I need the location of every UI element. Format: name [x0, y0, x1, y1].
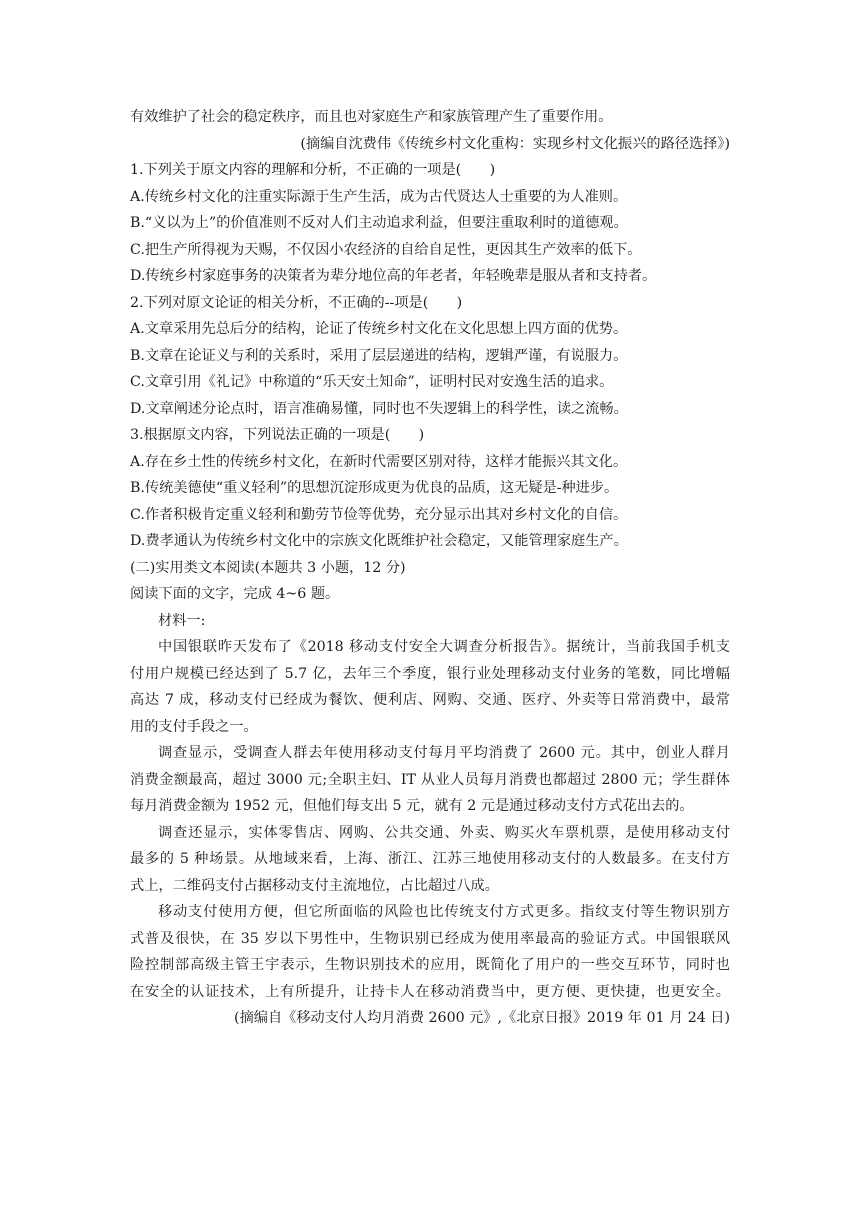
paragraph-4-line-2: 式普及很快，在 35 岁以下男性中，生物识别已经成为使用率最高的验证方式。中国银联风 — [130, 930, 730, 947]
question-3-option-a: A.存在乡土性的传统乡村文化，在新时代需要区别对待，这样才能振兴其文化。 — [130, 453, 628, 470]
paragraph-4-line-4: 在安全的认证技术，上有所提升，让持卡人在移动消费当中，更方便、更快捷，也更安全。 — [130, 983, 730, 1000]
material-1-source-citation: (摘编自《移动支付人均月消费 2600 元》,《北京日报》2019 年 01 月 24 日) — [234, 1010, 730, 1026]
section-2-instruction: 阅读下面的文字，完成 4~6 题。 — [130, 586, 340, 602]
question-3-option-d: D.费孝通认为传统乡村文化中的宗族文化既维护社会稳定，又能管理家庭生产。 — [130, 533, 628, 549]
paragraph-2-line-3: 每月消费金额为 1952 元，但他们每支出 5 元，就有 2 元是通过移动支付方式花出去的。 — [130, 798, 694, 814]
question-3-option-b: B.传统美德使“重义轻利”的思想沉淀形成更为优良的品质，这无疑是-种进步。 — [130, 480, 619, 496]
paragraph-2-line-2: 消费金额最高，超过 3000 元;全职主妇、IT 从业人员每月消费也都超过 2800 元；学生群体 — [130, 771, 730, 788]
paragraph-1-line-3: 高达 7 成，移动支付已经成为餐饮、便利店、网购、交通、医疗、外卖等日常消费中，最常 — [130, 692, 730, 708]
material-1-label: 材料一: — [158, 612, 206, 629]
paragraph-1-line-4: 用的支付手段之一。 — [130, 718, 258, 735]
question-1-option-b: B.“义以为上”的价值准则不反对人们主动追求利益，但要注重取利时的道德观。 — [130, 215, 628, 231]
section-2-heading: (二)实用类文本阅读(本题共 3 小题，12 分) — [130, 559, 406, 576]
question-1-stem: 1.下列关于原文内容的理解和分析，不正确的一项是( ) — [130, 162, 496, 178]
question-2-option-a: A.文章采用先总后分的结构，论证了传统乡村文化在文化思想上四方面的优势。 — [130, 321, 628, 337]
question-3-option-c: C.作者积极肯定重义轻利和勤劳节俭等优势，充分显示出其对乡村文化的自信。 — [130, 506, 628, 523]
question-1-option-a: A.传统乡村文化的注重实际源于生产生活，成为古代贤达人士重要的为人准则。 — [130, 188, 628, 205]
paragraph-1-line-2: 付用户规模已经达到了 5.7 亿，去年三个季度，银行业处理移动支付业务的笔数，同比增幅 — [130, 665, 730, 682]
paragraph-3-line-1: 调查还显示，实体零售店、网购、公共交通、外卖、购买火车票机票，是使用移动支付 — [158, 824, 730, 841]
question-2-option-d: D.文章阐述分论点时，语言准确易懂，同时也不失逻辑上的科学性，读之流畅。 — [130, 400, 628, 417]
paragraph-1-line-1: 中国银联昨天发布了《2018 移动支付安全大调查分析报告》。据统计，当前我国手机支 — [158, 639, 730, 655]
passage-closing-line: 有效维护了社会的稳定秩序，而且也对家庭生产和家族管理产生了重要作用。 — [130, 109, 613, 125]
question-1-option-c: C.把生产所得视为天赐，不仅因小农经济的自给自足性，更因其生产效率的低下。 — [130, 241, 642, 258]
question-2-option-c: C.文章引用《礼记》中称道的“乐天安土知命”，证明村民对安逸生活的追求。 — [130, 374, 614, 390]
paragraph-3-line-2: 最多的 5 种场景。从地域来看，上海、浙江、江苏三地使用移动支付的人数最多。在支付方 — [130, 851, 730, 867]
paragraph-4-line-1: 移动支付使用方便，但它所面临的风险也比传统支付方式更多。指纹支付等生物识别方 — [158, 904, 730, 920]
paragraph-3-line-3: 式上，二维码支付占据移动支付主流地位，占比超过八成。 — [130, 877, 499, 894]
question-2-option-b: B.文章在论证义与利的关系时，采用了层层递进的结构，逻辑严谨，有说服力。 — [130, 347, 628, 364]
paragraph-4-line-3: 险控制部高级主管王宇表示，生物识别技术的应用，既简化了用户的一些交互环节，同时也 — [130, 957, 730, 973]
question-2-stem: 2.下列对原文论证的相关分析，不正确的--项是( ) — [130, 294, 463, 311]
paragraph-2-line-1: 调查显示，受调查人群去年使用移动支付每月平均消费了 2600 元。其中，创业人群月 — [158, 745, 730, 761]
passage-source-citation: (摘编自沈费伟《传统乡村文化重构：实现乡村文化振兴的路径选择》) — [300, 135, 730, 152]
question-1-option-d: D.传统乡村家庭事务的决策者为辈分地位高的年老者，年轻晚辈是服从者和支持者。 — [130, 268, 657, 284]
question-3-stem: 3.根据原文内容，下列说法正确的一项是( ) — [130, 427, 425, 443]
document-page — [130, 104, 730, 1032]
